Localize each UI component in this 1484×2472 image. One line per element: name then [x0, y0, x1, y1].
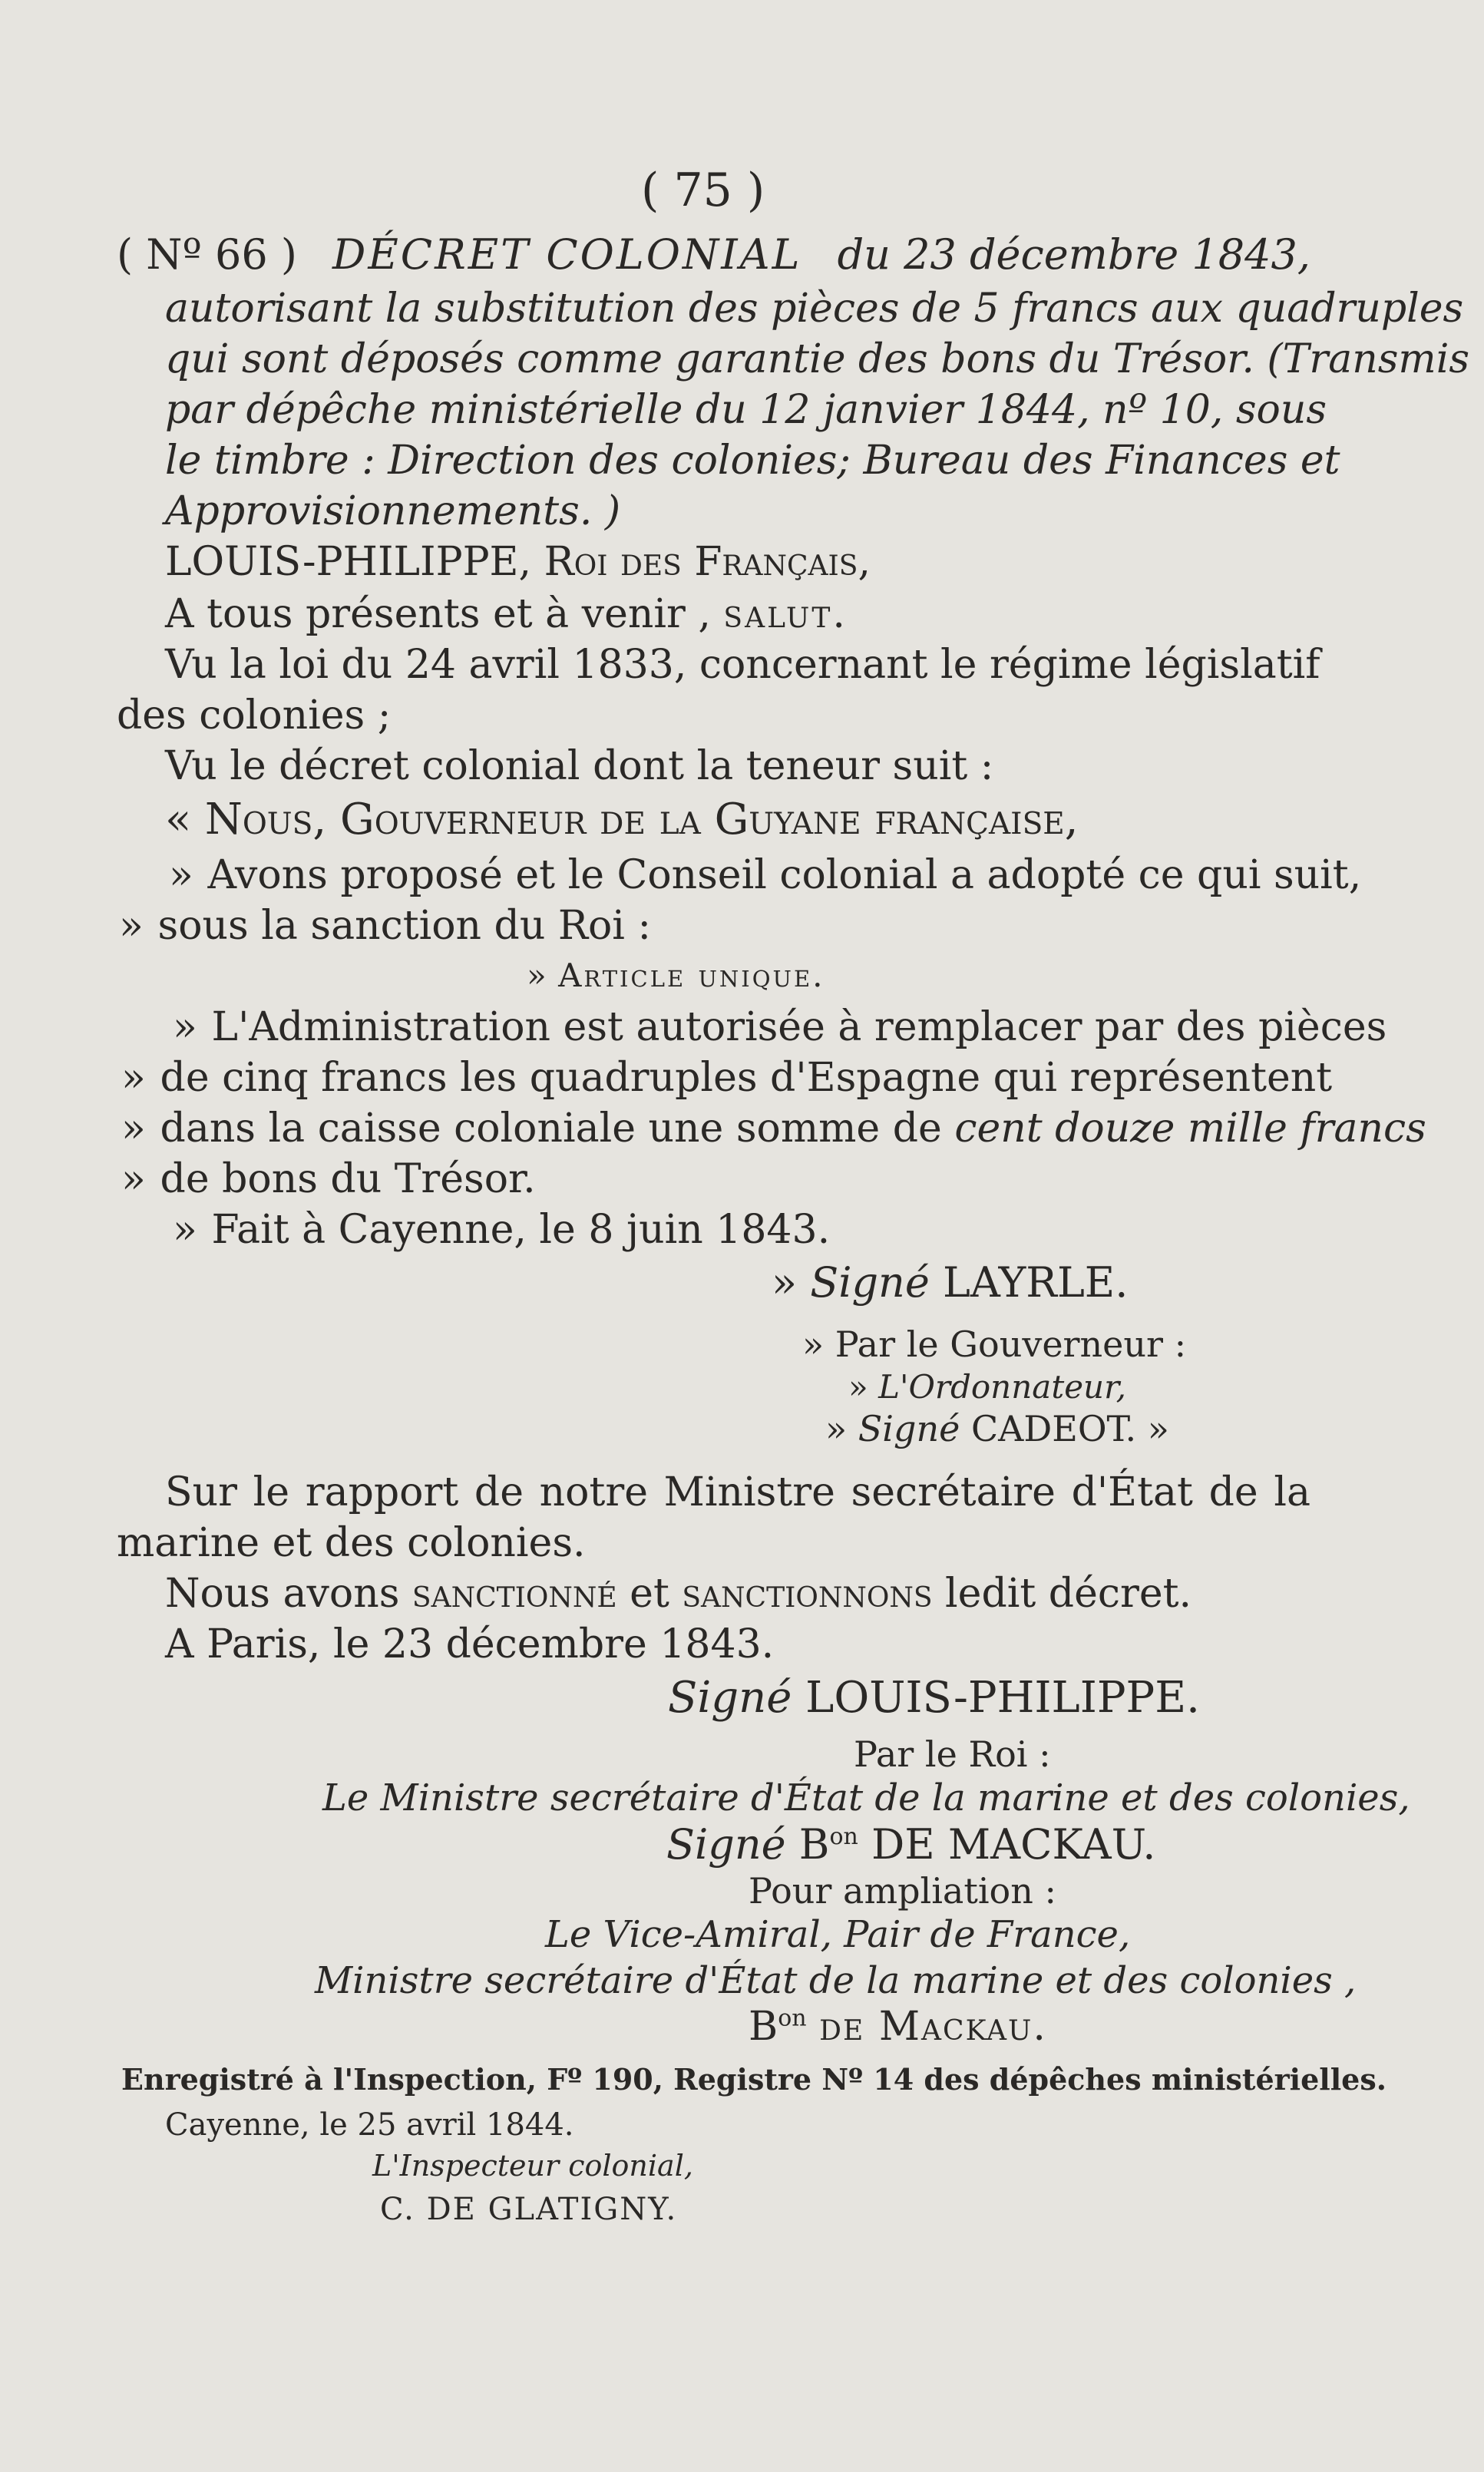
- report-line: Sur le rapport de notre Ministre secrétaire d'État de la: [165, 1469, 1310, 1515]
- quote-mark: »: [825, 1408, 848, 1449]
- decree-subtitle-line: par dépêche ministérielle du 12 janvier 1844, nº 10, sous: [165, 387, 1327, 433]
- decree-subtitle-line: qui sont déposés comme garantie des bons du Trésor. (Transmis: [165, 336, 1470, 382]
- governor-line: [165, 795, 1079, 844]
- considerant-line: des colonies ;: [117, 692, 392, 739]
- inspector-name: C. DE GLATIGNY.: [380, 2192, 678, 2227]
- quote-mark: »: [527, 957, 547, 994]
- minister-signature: Signé $B^{on}$ DE MACKAU.: [666, 1820, 1156, 1869]
- page-number: ( 75 ): [641, 164, 765, 217]
- sanction-line: Nous avons sanctionné et sanctionnons ledit décret.: [165, 1571, 1192, 1617]
- salutation-word: salut.: [723, 591, 848, 637]
- ordonnateur: » L'Ordonnateur,: [848, 1368, 1126, 1406]
- decree-title: DÉCRET COLONIAL: [332, 230, 802, 279]
- place-date: A Paris, le 23 décembre 1843.: [165, 1621, 775, 1667]
- quote-mark: »: [848, 1368, 868, 1406]
- by-king: Par le Roi :: [854, 1733, 1051, 1775]
- decree-subtitle-line: Approvisionnements. ): [165, 488, 621, 534]
- quote-mark: »: [802, 1324, 825, 1365]
- article-line: » dans la caisse coloniale une somme de cent douze mille francs: [121, 1105, 1426, 1152]
- quote-mark: »: [119, 903, 144, 949]
- decree-text-line: » Avons proposé et le Conseil colonial a adopté ce qui suit,: [169, 852, 1362, 898]
- quote-mark: »: [772, 1258, 798, 1307]
- registration-place-date: Cayenne, le 25 avril 1844.: [165, 2107, 574, 2143]
- by-governor: » Par le Gouverneur :: [802, 1324, 1187, 1365]
- considerant-line: Vu le décret colonial dont la teneur suit :: [165, 743, 994, 789]
- report-line: marine et des colonies.: [117, 1520, 586, 1566]
- decree-date: du 23 décembre 1843,: [837, 230, 1310, 279]
- article-line: » de bons du Trésor.: [121, 1156, 536, 1202]
- sum-amount: cent douze mille francs: [954, 1105, 1426, 1152]
- quote-mark: »: [121, 1156, 146, 1202]
- vice-admiral: Le Vice-Amiral, Pair de France,: [545, 1913, 1131, 1956]
- article-line: » L'Administration est autorisée à remplacer par des pièces: [173, 1004, 1387, 1050]
- inspector-title: L'Inspecteur colonial,: [372, 2149, 693, 2183]
- governor-text: Nous, Gouverneur de la Guyane française,: [204, 795, 1079, 844]
- minister-title: Le Ministre secrétaire d'État de la marine et des colonies,: [322, 1776, 1410, 1819]
- decree-subtitle-line: autorisant la substitution des pièces de 5 francs aux quadruples: [165, 286, 1464, 332]
- signature-king: Signé LOUIS-PHILIPPE.: [668, 1673, 1200, 1723]
- decree-text-line: » sous la sanction du Roi :: [119, 903, 651, 949]
- quote-mark: »: [121, 1055, 146, 1101]
- king-title: Roi des Français,: [544, 539, 871, 585]
- article-heading: » Article unique.: [527, 957, 825, 994]
- ampliation: Pour ampliation :: [749, 1870, 1056, 1912]
- quote-mark: »: [121, 1105, 146, 1152]
- minister-signature-2: $B^{on}$ de Mackau.: [749, 2004, 1047, 2050]
- quote-mark: »: [169, 852, 193, 898]
- king-title-line: [165, 539, 871, 585]
- considerant-line: Vu la loi du 24 avril 1833, concernant le régime législatif: [165, 642, 1320, 688]
- signature-cadeot: » Signé CADEOT. »: [825, 1408, 1169, 1449]
- salutation: [165, 591, 848, 637]
- decree-subtitle-line: le timbre : Direction des colonies; Bureau des Finances et: [165, 438, 1340, 484]
- article-line: » de cinq francs les quadruples d'Espagne qui représentent: [121, 1055, 1333, 1101]
- signature-layrle: » Signé LAYRLE.: [772, 1258, 1129, 1307]
- registration-line: Enregistré à l'Inspection, Fº 190, Registre Nº 14 des dépêches ministérielles.: [121, 2062, 1386, 2097]
- salutation-text: A tous présents et à venir ,: [165, 591, 711, 637]
- quote-mark: «: [165, 795, 192, 844]
- decree-heading: [117, 230, 1310, 279]
- decree-number: ( Nº 66 ): [117, 230, 297, 279]
- quote-mark: »: [173, 1207, 197, 1253]
- king-name: LOUIS-PHILIPPE,: [165, 539, 532, 585]
- minister-title-2: Ministre secrétaire d'État de la marine et des colonies ,: [315, 1959, 1357, 2002]
- done-at-line: » Fait à Cayenne, le 8 juin 1843.: [173, 1207, 831, 1253]
- quote-mark: »: [173, 1004, 197, 1050]
